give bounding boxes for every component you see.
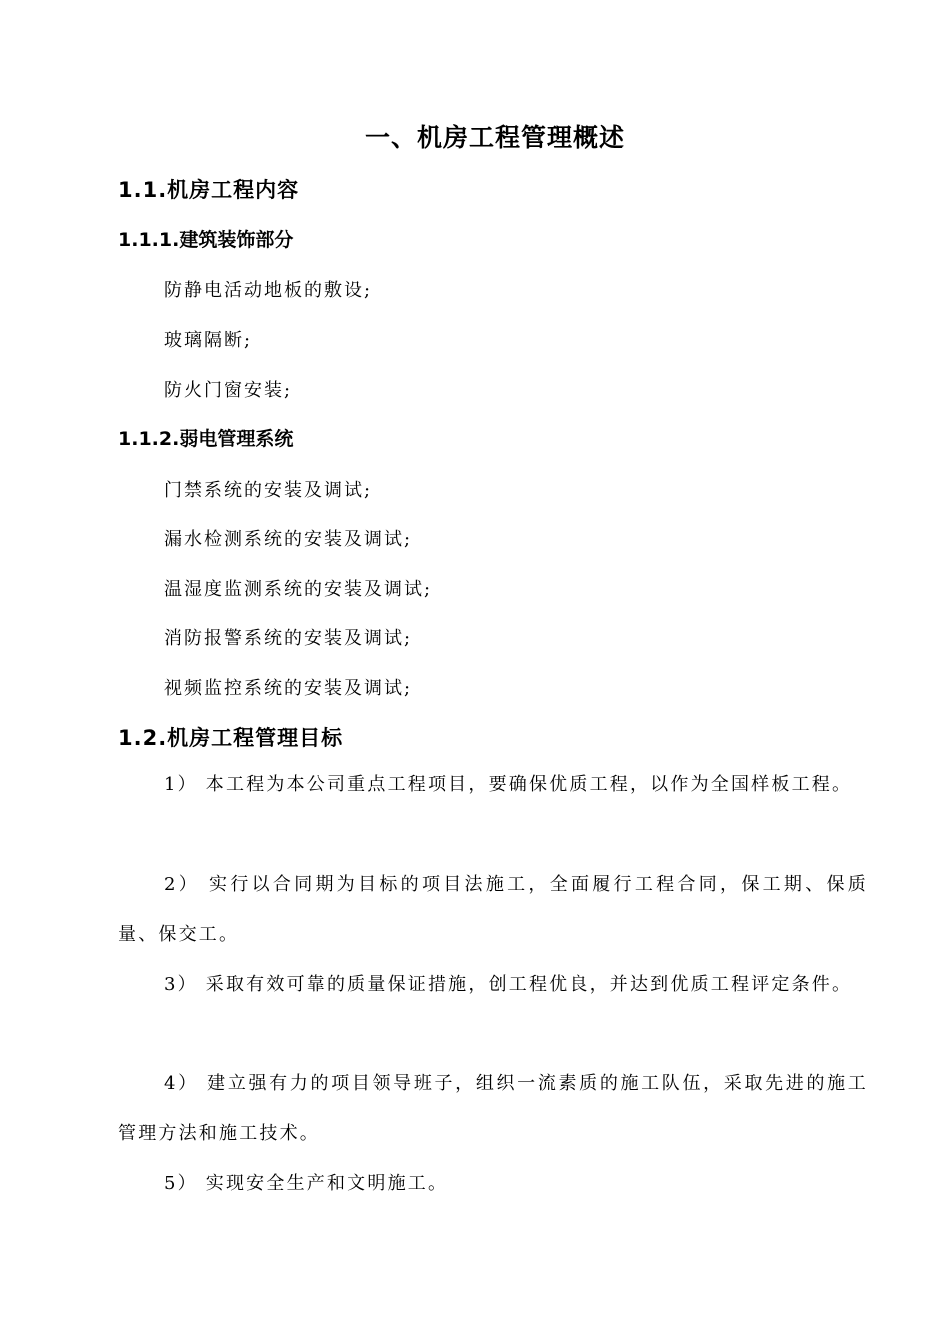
section-heading-1-1: 1.1.机房工程内容: [118, 178, 300, 202]
list-item: 门禁系统的安装及调试;: [164, 480, 373, 501]
list-item: 视频监控系统的安装及调试;: [164, 678, 413, 699]
list-item: 消防报警系统的安装及调试;: [164, 628, 413, 649]
paragraph: 1） 本工程为本公司重点工程项目，要确保优质工程，以作为全国样板工程。: [164, 774, 853, 795]
list-item: 防火门窗安装;: [164, 380, 293, 401]
document-title: 一、机房工程管理概述: [364, 123, 625, 152]
list-item: 玻璃隔断;: [164, 330, 253, 351]
paragraph: 3） 采取有效可靠的质量保证措施，创工程优良，并达到优质工程评定条件。: [164, 974, 853, 995]
subsection-heading-1-1-1: 1.1.1.建筑装饰部分: [118, 229, 294, 251]
paragraph: 2） 实行以合同期为目标的项目法施工，全面履行工程合同，保工期、保质量、保交工。: [118, 874, 868, 945]
list-item: 防静电活动地板的敷设;: [164, 280, 373, 301]
paragraph: 5） 实现安全生产和文明施工。: [164, 1173, 449, 1194]
list-item: 温湿度监测系统的安装及调试;: [164, 579, 433, 600]
section-heading-1-2: 1.2.机房工程管理目标: [118, 726, 344, 750]
list-item: 漏水检测系统的安装及调试;: [164, 529, 413, 550]
paragraph: 4） 建立强有力的项目领导班子，组织一流素质的施工队伍，采取先进的施工管理方法和施工技术。: [118, 1073, 868, 1144]
subsection-heading-1-1-2: 1.1.2.弱电管理系统: [118, 428, 294, 450]
